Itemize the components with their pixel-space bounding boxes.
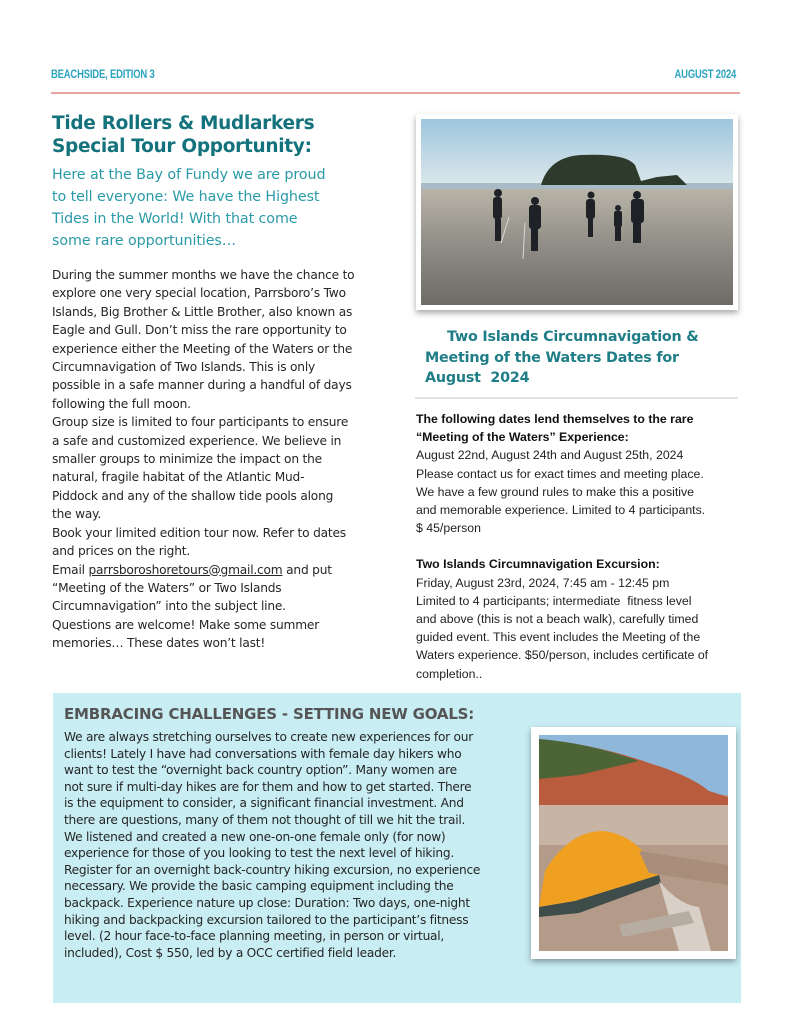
intro-line: to tell everyone: We have the Highest xyxy=(52,189,320,205)
body-line: natural, fragile habitat of the Atlantic Mud- xyxy=(52,470,305,485)
dates-title-line: Two Islands Circumnavigation & xyxy=(447,329,699,345)
meeting-line: Please contact us for exact times and meeting place. xyxy=(416,466,704,481)
challenge-line: experience for those of you looking to test the next level of hiking. xyxy=(64,846,454,861)
header-divider xyxy=(51,92,740,94)
challenge-line: hiking and backpacking excursion tailored to the participant’s fitness xyxy=(64,912,469,927)
main-article xyxy=(52,112,392,653)
body-line: a safe and customized experience. We believe in xyxy=(52,433,342,448)
hikers-photo-image xyxy=(421,119,733,305)
dates-title-line: August 2024 xyxy=(425,370,530,386)
meeting-price: $ 45/person xyxy=(416,521,481,536)
circumnavigation-line: Limited to 4 participants; intermediate fitness level xyxy=(416,593,692,608)
body-line: the way. xyxy=(52,507,102,522)
body-line: Piddock and any of the shallow tide pools along xyxy=(52,488,334,503)
title-line: Tide Rollers & Mudlarkers xyxy=(52,113,315,134)
challenges-title: EMBRACING CHALLENGES - SETTING NEW GOALS: xyxy=(64,705,475,723)
challenge-line: We listened and created a new one-on-one female only (for now) xyxy=(64,829,446,844)
intro-line: Tides in the World! With that come xyxy=(52,211,298,227)
body-line: Group size is limited to four participants to ensure xyxy=(52,415,349,430)
challenge-line: there are questions, many of them not thought of till we hit the trail. xyxy=(64,812,466,827)
spacer xyxy=(416,537,746,555)
challenge-line: not sure if multi-day hikes are for them and how to get started. There xyxy=(64,779,472,794)
dates-divider xyxy=(415,397,738,399)
email-line xyxy=(52,561,392,579)
meeting-heading: “Meeting of the Waters” Experience: xyxy=(416,430,629,445)
body-line: Circumnavigation of Two Islands. This is only xyxy=(52,360,316,375)
email-prefix: Email xyxy=(52,562,89,577)
circumnavigation-heading: Two Islands Circumnavigation Excursion: xyxy=(416,557,660,572)
tent-photo-image xyxy=(539,735,728,951)
dates-details xyxy=(416,410,746,683)
circumnavigation-line: and above (this is not a beach walk), carefully timed xyxy=(416,612,699,627)
body-line: “Meeting of the Waters” or Two Islands xyxy=(52,580,282,595)
photo-tent-on-beach xyxy=(531,727,736,959)
body-line: explore one very special location, Parrsboro’s Two xyxy=(52,286,346,301)
body-line: smaller groups to minimize the impact on the xyxy=(52,452,322,467)
photo-hikers-on-tidal-flats xyxy=(416,114,738,310)
circumnavigation-date: Friday, August 23rd, 2024, 7:45 am - 12:45 pm xyxy=(416,575,670,590)
challenge-line: is the equipment to consider, a significant financial investment. And xyxy=(64,796,464,811)
challenge-line: We are always stretching ourselves to create new experiences for our xyxy=(64,730,474,744)
challenge-line: backpack. Experience nature up close: Duration: Two days, one-night xyxy=(64,895,470,910)
challenges-text xyxy=(64,729,534,961)
intro-line: Here at the Bay of Fundy we are proud xyxy=(52,167,326,183)
title-line: Special Tour Opportunity: xyxy=(52,136,312,157)
circumnavigation-line: Waters experience. $50/person, includes certificate of xyxy=(416,648,709,663)
challenge-line: included), Cost $ 550, led by a OCC certified field leader. xyxy=(64,945,397,960)
body-line: memories… These dates won’t last! xyxy=(52,636,266,651)
issue-date: AUGUST 2024 xyxy=(674,69,736,81)
email-link[interactable]: parrsboroshoretours@gmail.com xyxy=(88,562,283,577)
challenge-line: clients! Lately I have had conversations with female day hikers who xyxy=(64,746,462,761)
challenge-line: necessary. We provide the basic camping equipment including the xyxy=(64,879,454,894)
article-intro xyxy=(52,164,392,252)
circumnavigation-line: guided event. This event includes the Meeting of the xyxy=(416,630,701,645)
body-line: During the summer months we have the chance to xyxy=(52,268,355,282)
dates-section-title xyxy=(425,327,735,389)
body-line: Questions are welcome! Make some summer xyxy=(52,617,320,632)
body-line: and prices on the right. xyxy=(52,544,190,559)
body-line: experience either the Meeting of the Waters or the xyxy=(52,341,353,356)
body-line: Eagle and Gull. Don’t miss the rare opportunity to xyxy=(52,323,347,338)
body-line: Circumnavigation” into the subject line. xyxy=(52,599,286,614)
dates-title-line: Meeting of the Waters Dates for xyxy=(425,349,679,366)
challenge-line: Register for an overnight back-country hiking excursion, no experience xyxy=(64,862,481,877)
body-line: Islands, Big Brother & Little Brother, also known as xyxy=(52,304,353,319)
email-suffix: and put xyxy=(282,562,332,577)
body-line: following the full moon. xyxy=(52,396,191,411)
challenge-line: want to test the “overnight back country option”. Many women are xyxy=(64,763,457,778)
article-body xyxy=(52,266,392,653)
edition-label: BEACHSIDE, EDITION 3 xyxy=(51,69,155,81)
challenge-line: level. (2 hour face-to-face planning meeting, in person or virtual, xyxy=(64,929,445,944)
body-line: Book your limited edition tour now. Refer to dates xyxy=(52,525,346,540)
meeting-line: and memorable experience. Limited to 4 participants. xyxy=(416,503,706,518)
circumnavigation-line: completion.. xyxy=(416,666,483,681)
meeting-dates: August 22nd, August 24th and August 25th, 2024 xyxy=(416,448,684,463)
body-line: possible in a safe manner during a handful of days xyxy=(52,378,352,393)
meeting-line: We have a few ground rules to make this a positive xyxy=(416,484,694,499)
intro-line: some rare opportunities… xyxy=(52,233,236,249)
article-title xyxy=(52,112,392,158)
meeting-heading: The following dates lend themselves to the rare xyxy=(416,412,694,426)
